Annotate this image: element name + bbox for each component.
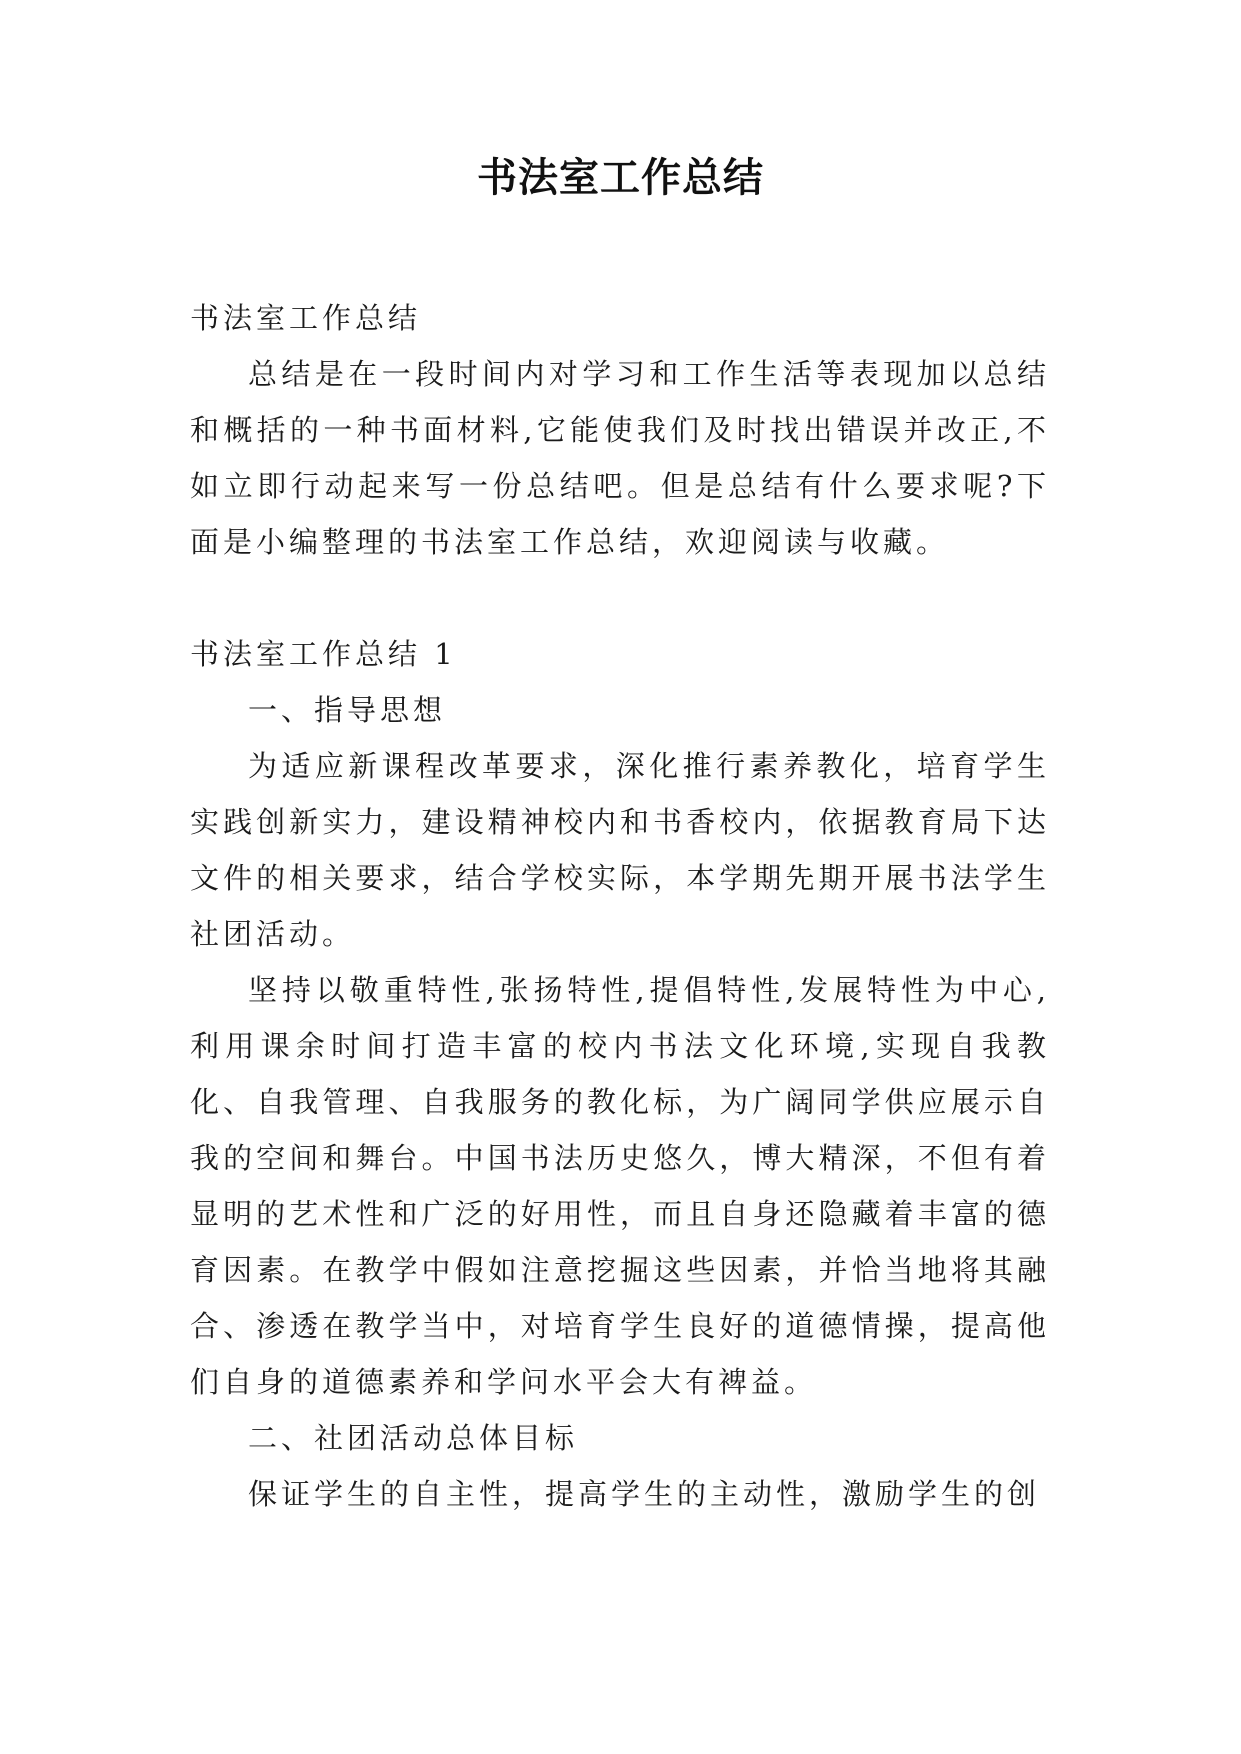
- document-title: 书法室工作总结: [477, 154, 764, 201]
- subheading-guiding-ideology: 一、指导思想: [248, 693, 447, 727]
- body-paragraph: 为适应新课程改革要求，深化推行素养教化，培育学生实践创新实力，建设精神校内和书香校内，依据教育局下达文件的相关要求，结合学校实际，本学期先期开展书法学生社团活动。: [190, 749, 1050, 951]
- section-heading: 书法室工作总结 1: [190, 637, 457, 671]
- intro-paragraph: 总结是在一段时间内对学习和工作生活等表现加以总结和概括的一种书面材料,它能使我们及时找出错误并改正,不如立即行动起来写一份总结吧。但是总结有什么要求呢?下面是小编整理的书法室工作总结，欢迎阅读与收藏。: [190, 357, 1050, 559]
- document-body: [190, 290, 1050, 1522]
- subtitle-paragraph: 书法室工作总结: [190, 301, 422, 335]
- subheading-overall-goal: 二、社团活动总体目标: [248, 1421, 579, 1455]
- body-paragraph: 坚持以敬重特性,张扬特性,提倡特性,发展特性为中心,利用课余时间打造丰富的校内书法文化环境,实现自我教化、自我管理、自我服务的教化标，为广阔同学供应展示自我的空间和舞台。中国书法历史悠久，博大精深，不但有着显明的艺术性和广泛的好用性，而且自身还隐藏着丰富的德育因素。在教学中假如注意挖掘这些因素，并恰当地将其融合、渗透在教学当中，对培育学生良好的道德情操，提高他们自身的道德素养和学问水平会大有裨益。: [190, 973, 1050, 1399]
- body-paragraph: 保证学生的自主性，提高学生的主动性，激励学生的创: [248, 1477, 1041, 1511]
